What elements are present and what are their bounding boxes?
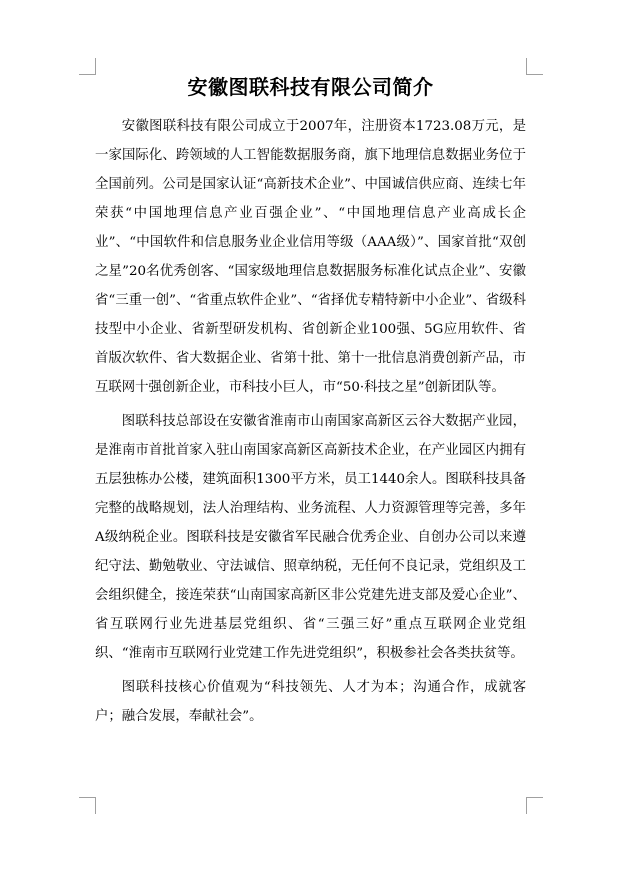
paragraph-headquarters: 图联科技总部设在安徽省淮南市山南国家高新区云谷大数据产业园，是淮南市首批首家入驻山南国家高新区高新技术企业，在产业园区内拥有五层独栋办公楼，建筑面积1300平方米，员工1440余人。图联科技具备完整的战略规划，法人治理结构、业务流程、人力资源管理等完善，多年A级纳税企业。图联科技是安徽省军民融合优秀企业、自创办公司以来遵纪守法、勤勉敬业、守法诚信、照章纳税，无任何不良记录，党组织及工会组织健全，接连荣获“山南国家高新区非公党建先进支部及爱心企业”、省互联网行业先进基层党组织、省“三强三好”重点互联网企业党组织、“淮南市互联网行业党建工作先进党组织”，积极参社会各类扶贫等。	[95, 414, 526, 661]
document-body	[95, 74, 526, 731]
page-corner-mark-bottom-left	[79, 797, 96, 814]
page-corner-mark-bottom-right	[526, 797, 543, 814]
paragraph-core-values: 图联科技核心价值观为“科技领先、人才为本；沟通合作，成就客户；融合发展，奉献社会”。	[95, 680, 526, 724]
paragraph-company-overview: 安徽图联科技有限公司成立于2007年，注册资本1723.08万元，是一家国际化、跨领域的人工智能数据服务商，旗下地理信息数据业务位于全国前列。公司是国家认证“高新技术企业”、中国诚信供应商、连续七年荣获“中国地理信息产业百强企业”、“中国地理信息产业高成长企业”、“中国软件和信息服务业企业信用等级（AAA级）”、国家首批“双创之星”20名优秀创客、“国家级地理信息数据服务标准化试点企业”、安徽省“三重一创”、“省重点软件企业”、“省择优专精特新中小企业”、省级科技型中小企业、省新型研发机构、省创新企业100强、5G应用软件、省首版次软件、省大数据企业、省第十批、第十一批信息消费创新产品，市互联网十强创新企业，市科技小巨人，市“50·科技之星”创新团队等。	[95, 119, 526, 395]
page-corner-mark-top-left	[79, 58, 96, 75]
page-corner-mark-top-right	[526, 58, 543, 75]
document-title: 安徽图联科技有限公司简介	[187, 75, 434, 99]
